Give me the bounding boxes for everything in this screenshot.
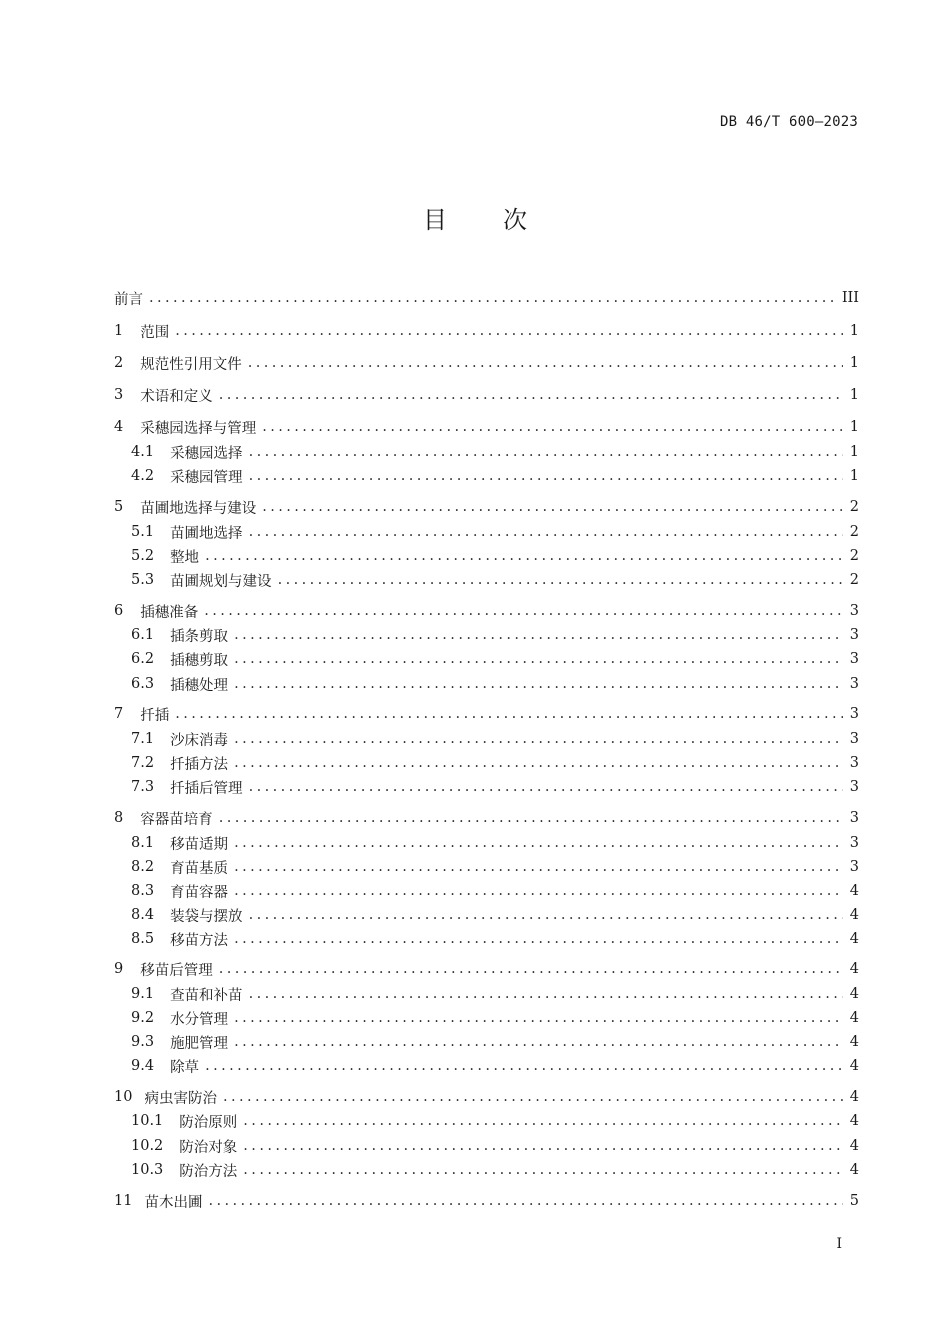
toc-entry-label: 病虫害防治 <box>144 1090 217 1107</box>
toc-entry-page: 2 <box>849 499 859 515</box>
dot-leader <box>243 1138 843 1154</box>
toc-entry-label: 规范性引用文件 <box>140 356 242 373</box>
toc-entry[interactable] <box>114 320 859 342</box>
toc-entry[interactable] <box>114 287 859 309</box>
toc-entry[interactable] <box>131 728 859 750</box>
toc-entry-number: 9.1 <box>131 986 155 1002</box>
toc-entry-page: 1 <box>849 468 859 484</box>
dot-leader <box>223 1089 843 1105</box>
toc-entry[interactable] <box>131 673 859 695</box>
toc-entry-page: 1 <box>849 444 859 460</box>
toc-entry[interactable] <box>131 1007 859 1029</box>
dot-leader <box>249 468 843 484</box>
toc-entry-label: 水分管理 <box>170 1011 229 1028</box>
dot-leader <box>219 810 843 826</box>
toc-entry-number: 8.3 <box>131 883 155 899</box>
dot-leader <box>243 1113 843 1129</box>
toc-entry-label: 容器苗培育 <box>140 811 213 828</box>
dot-leader <box>234 676 843 692</box>
dot-leader <box>204 603 843 619</box>
toc-entry[interactable] <box>131 776 859 798</box>
toc-entry-label: 查苗和补苗 <box>170 987 243 1004</box>
toc-entry-label: 装袋与摆放 <box>170 908 243 925</box>
page-title: 目次 <box>423 206 583 234</box>
dot-leader <box>262 419 843 435</box>
toc-entry[interactable] <box>131 1031 859 1053</box>
toc-entry[interactable] <box>114 807 859 829</box>
toc-entry-number: 4.2 <box>131 468 155 484</box>
toc-entry-number: 5.3 <box>131 572 155 588</box>
toc-entry-page: 4 <box>849 883 859 899</box>
toc-entry[interactable] <box>131 545 859 567</box>
toc-entry[interactable] <box>131 1135 859 1157</box>
dot-leader <box>248 355 843 371</box>
toc-entry[interactable] <box>131 569 859 591</box>
toc-entry[interactable] <box>131 1110 859 1132</box>
toc-entry-label: 前言 <box>114 291 143 308</box>
toc-entry[interactable] <box>114 703 859 725</box>
toc-entry-page: 4 <box>849 1162 859 1178</box>
toc-entry-number: 8 <box>114 810 124 826</box>
document-code: DB 46/T 600—2023 <box>719 114 858 130</box>
toc-entry-number: 7 <box>114 706 124 722</box>
dot-leader <box>278 572 843 588</box>
dot-leader <box>249 524 843 540</box>
toc-entry-label: 苗木出圃 <box>144 1194 203 1211</box>
toc-entry-number: 7.3 <box>131 779 155 795</box>
dot-leader <box>234 883 843 899</box>
toc-entry-page: 1 <box>849 419 859 435</box>
dot-leader <box>234 1034 843 1050</box>
toc-entry-page: 3 <box>849 755 859 771</box>
toc-entry-number: 6.1 <box>131 627 155 643</box>
toc-entry-label: 育苗基质 <box>170 860 229 877</box>
toc-entry[interactable] <box>114 1086 859 1108</box>
toc-entry-page: 4 <box>849 986 859 1002</box>
toc-entry-page: 2 <box>849 524 859 540</box>
toc-entry-page: 3 <box>849 603 859 619</box>
toc-entry-number: 6.2 <box>131 651 155 667</box>
toc-entry-number: 8.2 <box>131 859 155 875</box>
toc-entry-number: 10.2 <box>131 1138 164 1154</box>
toc-entry-page: 4 <box>849 961 859 977</box>
dot-leader <box>205 548 843 564</box>
toc-entry-number: 5 <box>114 499 124 515</box>
toc-entry-page: III <box>841 290 859 306</box>
toc-entry[interactable] <box>114 496 859 518</box>
toc-entry[interactable] <box>131 752 859 774</box>
toc-entry[interactable] <box>131 928 859 950</box>
toc-entry-page: 3 <box>849 651 859 667</box>
toc-entry-page: 3 <box>849 676 859 692</box>
toc-entry-label: 移苗后管理 <box>140 962 213 979</box>
toc-entry-label: 沙床消毒 <box>170 732 229 749</box>
toc-entry[interactable] <box>114 958 859 980</box>
toc-entry[interactable] <box>131 1159 859 1181</box>
toc-entry-page: 3 <box>849 810 859 826</box>
toc-entry-number: 8.4 <box>131 907 155 923</box>
dot-leader <box>175 323 843 339</box>
toc-entry-page: 4 <box>849 1113 859 1129</box>
toc-entry-number: 11 <box>114 1193 133 1209</box>
toc-entry-page: 2 <box>849 572 859 588</box>
toc-entry-number: 10.1 <box>131 1113 164 1129</box>
toc-entry-number: 5.2 <box>131 548 155 564</box>
toc-entry-label: 移苗方法 <box>170 932 229 949</box>
toc-entry-label: 育苗容器 <box>170 884 229 901</box>
toc-entry[interactable] <box>131 624 859 646</box>
toc-entry-label: 插穗处理 <box>170 677 229 694</box>
dot-leader <box>234 755 843 771</box>
toc-entry-label: 扦插 <box>140 707 170 724</box>
toc-entry[interactable] <box>131 904 859 926</box>
toc-entry-label: 苗圃规划与建设 <box>170 573 272 590</box>
toc-entry-number: 5.1 <box>131 524 155 540</box>
dot-leader <box>243 1162 843 1178</box>
toc-entry-label: 术语和定义 <box>140 388 213 405</box>
dot-leader <box>234 835 843 851</box>
toc-entry[interactable] <box>114 384 859 406</box>
toc-entry-label: 插穗剪取 <box>170 652 229 669</box>
dot-leader <box>219 961 843 977</box>
dot-leader <box>234 627 843 643</box>
toc-entry-number: 9.3 <box>131 1034 155 1050</box>
toc-entry[interactable] <box>114 1190 859 1212</box>
toc-entry-number: 4 <box>114 419 124 435</box>
toc-entry-number: 10.3 <box>131 1162 164 1178</box>
toc-entry-label: 移苗适期 <box>170 836 229 853</box>
toc-entry-number: 10 <box>114 1089 133 1105</box>
toc-entry-label: 范围 <box>140 324 170 341</box>
toc-entry-label: 扦插方法 <box>170 756 229 773</box>
toc-entry[interactable] <box>131 856 859 878</box>
dot-leader <box>249 444 843 460</box>
toc-entry-label: 苗圃地选择 <box>170 525 243 542</box>
toc-entry-label: 防治对象 <box>179 1139 238 1156</box>
toc-entry-page: 2 <box>849 548 859 564</box>
toc-entry[interactable] <box>131 441 859 463</box>
dot-leader <box>234 859 843 875</box>
toc-entry-label: 整地 <box>170 549 200 566</box>
toc-entry-page: 4 <box>849 1034 859 1050</box>
toc-entry-number: 9.4 <box>131 1058 155 1074</box>
toc-entry[interactable] <box>114 600 859 622</box>
toc-entry-number: 8.1 <box>131 835 155 851</box>
toc-entry-page: 1 <box>849 387 859 403</box>
toc-entry-label: 施肥管理 <box>170 1035 229 1052</box>
toc-entry-page: 3 <box>849 859 859 875</box>
toc-entry[interactable] <box>131 983 859 1005</box>
toc-entry-page: 4 <box>849 1138 859 1154</box>
toc-entry-page: 4 <box>849 931 859 947</box>
toc-entry-number: 3 <box>114 387 124 403</box>
toc-entry-page: 3 <box>849 706 859 722</box>
toc-entry-number: 2 <box>114 355 124 371</box>
toc-entry-number: 8.5 <box>131 931 155 947</box>
toc-entry[interactable] <box>131 880 859 902</box>
dot-leader <box>234 731 843 747</box>
toc-entry-label: 扦插后管理 <box>170 780 243 797</box>
dot-leader <box>262 499 843 515</box>
toc-entry-label: 采穗园管理 <box>170 469 243 486</box>
toc-entry-page: 3 <box>849 779 859 795</box>
toc-entry-number: 4.1 <box>131 444 155 460</box>
dot-leader <box>219 387 843 403</box>
toc-entry-page: 3 <box>849 731 859 747</box>
toc-entry-number: 7.2 <box>131 755 155 771</box>
toc-entry-page: 3 <box>849 835 859 851</box>
toc-entry-page: 5 <box>849 1193 859 1209</box>
dot-leader <box>234 1010 843 1026</box>
dot-leader <box>249 907 843 923</box>
dot-leader <box>208 1193 843 1209</box>
toc-entry-page: 4 <box>849 907 859 923</box>
toc-entry[interactable] <box>131 465 859 487</box>
toc-entry-label: 采穗园选择 <box>170 445 243 462</box>
toc-entry-page: 1 <box>849 323 859 339</box>
dot-leader <box>149 290 836 306</box>
toc-entry-page: 1 <box>849 355 859 371</box>
toc-entry-number: 6 <box>114 603 124 619</box>
toc-entry[interactable] <box>114 416 859 438</box>
dot-leader <box>249 779 843 795</box>
toc-entry-label: 除草 <box>170 1059 200 1076</box>
dot-leader <box>205 1058 843 1074</box>
page-number: I <box>836 1236 842 1252</box>
dot-leader <box>234 931 843 947</box>
toc-entry[interactable] <box>131 1055 859 1077</box>
toc-entry-page: 3 <box>849 627 859 643</box>
toc-entry-label: 插穗准备 <box>140 604 199 621</box>
toc-entry-label: 插条剪取 <box>170 628 229 645</box>
toc-entry-label: 防治方法 <box>179 1163 238 1180</box>
toc-entry-page: 4 <box>849 1010 859 1026</box>
dot-leader <box>234 651 843 667</box>
dot-leader <box>175 706 843 722</box>
toc-entry-label: 采穗园选择与管理 <box>140 420 257 437</box>
toc-entry-number: 1 <box>114 323 124 339</box>
toc-entry[interactable] <box>131 648 859 670</box>
toc-entry-label: 苗圃地选择与建设 <box>140 500 257 517</box>
toc-entry[interactable] <box>131 832 859 854</box>
toc-entry-label: 防治原则 <box>179 1114 238 1131</box>
toc-entry-number: 9.2 <box>131 1010 155 1026</box>
toc-entry-page: 4 <box>849 1089 859 1105</box>
dot-leader <box>249 986 843 1002</box>
toc-entry-number: 9 <box>114 961 124 977</box>
toc-entry[interactable] <box>131 521 859 543</box>
toc-entry-number: 6.3 <box>131 676 155 692</box>
toc-entry-number: 7.1 <box>131 731 155 747</box>
toc-entry-page: 4 <box>849 1058 859 1074</box>
toc-entry[interactable] <box>114 352 859 374</box>
